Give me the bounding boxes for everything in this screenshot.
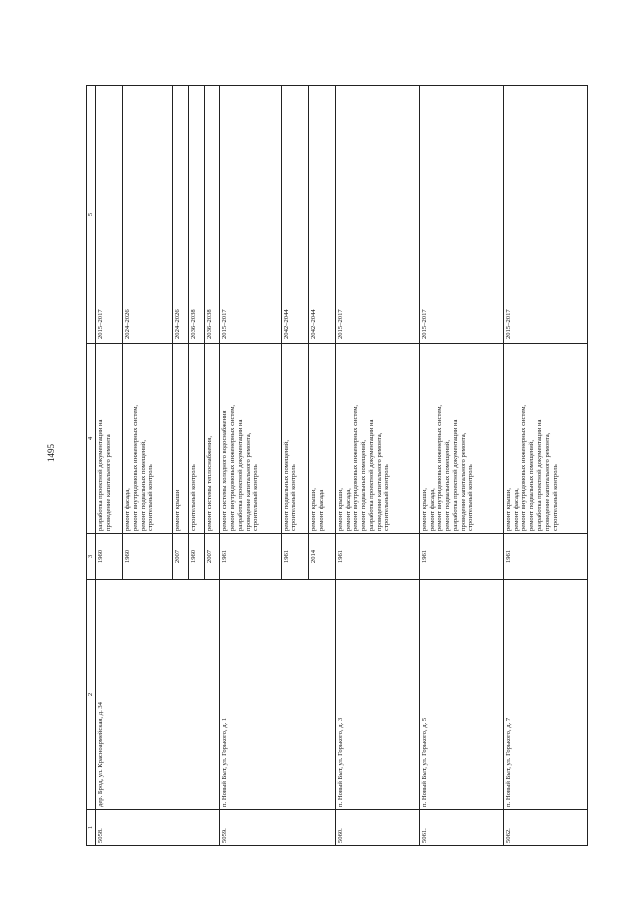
work-item: строительный контроль [252,464,260,531]
work-item: ремонт фасада, [512,488,520,531]
year-cell: 2007 [173,534,189,580]
table-row [220,86,281,846]
period-cell: 2036–2038 [188,86,204,344]
row-number: 5058. [96,810,220,846]
period-cell: 2042–2044 [308,86,335,344]
year-cell: 1960 [188,534,204,580]
page-number-text: 1495 [46,443,56,462]
table-row [503,86,587,846]
work-item: проведение капитального ремонта, [244,432,252,531]
work-item: разработка проектной документации на [236,419,244,531]
column-number-row [87,86,96,846]
address-cell: п. Новый Быт, ул. Горького, д. 1 [220,580,336,810]
works-cell [308,344,335,534]
year-cell: 2014 [308,534,335,580]
work-item: проведение капитального ремонта, [543,432,551,531]
work-item: ремонт подвальных помещений, [444,440,452,531]
year-cell: 1961 [419,534,503,580]
period-cell: 2036–2038 [204,86,220,344]
table-row [335,86,419,846]
period-cell: 2042–2044 [281,86,308,344]
table-row [419,86,503,846]
address-cell: п. Новый Быт, ул. Горького, д. 3 [335,580,419,810]
work-item: ремонт крыши, [336,488,344,531]
year-cell: 1961 [503,534,587,580]
work-item: разработка проектной документации на [97,419,104,531]
table-row [96,86,123,846]
work-item: ремонт фасада, [124,488,132,531]
period-cell: 2015–2017 [96,86,123,344]
work-item: ремонт подвальных помещений, [360,440,368,531]
year-cell: 1960 [123,534,173,580]
works-cell [188,344,204,534]
works-cell [503,344,587,534]
works-cell [96,344,123,534]
work-item: ремонт системы холодного водоснабжения [221,410,229,531]
work-item: проведение капитального ремонта [104,434,112,531]
work-item: ремонт крыши [174,489,182,531]
work-item: строительный контроль [383,464,391,531]
work-item: ремонт подвальных помещений, [528,440,536,531]
work-item: ремонт подвальных помещений, [139,440,147,531]
works-cell [204,344,220,534]
table-body [96,86,588,846]
work-item: ремонт фасада [317,489,325,531]
work-item: ремонт внутридомовых инженерных систем, [436,404,444,531]
works-cell [220,344,281,534]
column-header: 5 [87,86,96,344]
work-item: ремонт внутридомовых инженерных систем, [520,404,528,531]
work-item: разработка проектной документации на [367,419,375,531]
document-table-wrapper [86,86,588,846]
work-item: проведение капитального ремонта, [459,432,467,531]
works-cell [123,344,173,534]
work-item: проведение капитального ремонта, [375,432,383,531]
row-number: 5060. [335,810,419,846]
period-cell: 2024–2026 [173,86,189,344]
address-cell: п. Новый Быт, ул. Горького, д. 7 [503,580,587,810]
work-item: ремонт внутридомовых инженерных систем, [131,404,139,531]
period-cell: 2015–2017 [419,86,503,344]
work-item: ремонт системы теплоснабжения, [205,436,213,531]
work-item: строительный контроль [551,464,559,531]
work-item: строительный контроль [467,464,475,531]
works-cell [173,344,189,534]
capital-repair-table [86,85,588,846]
year-cell: 1961 [220,534,281,580]
row-number: 5062. [503,810,587,846]
address-cell: п. Новый Быт, ул. Горького, д. 5 [419,580,503,810]
period-cell: 2015–2017 [503,86,587,344]
work-item: ремонт внутридомовых инженерных систем, [352,404,360,531]
work-item: ремонт крыши, [420,488,428,531]
row-number: 5059. [220,810,336,846]
works-cell [419,344,503,534]
work-item: строительный контроль [147,464,155,531]
period-cell: 2015–2017 [335,86,419,344]
year-cell: 1961 [335,534,419,580]
period-cell: 2015–2017 [220,86,281,344]
page-number [40,0,62,905]
work-item: разработка проектной документации на [451,419,459,531]
year-cell: 2007 [204,534,220,580]
work-item: ремонт внутридомовых инженерных систем, [229,404,237,531]
work-item: строительный контроль [189,464,197,531]
works-cell [281,344,308,534]
column-header: 3 [87,534,96,580]
period-cell: 2024–2026 [123,86,173,344]
column-header: 4 [87,344,96,534]
address-cell: дер. Брод, ул. Красноармейская, д. 34 [96,580,220,810]
works-cell [335,344,419,534]
work-item: ремонт крыши, [309,488,317,531]
row-number: 5061. [419,810,503,846]
column-header: 1 [87,810,96,846]
work-item: ремонт крыши, [504,488,512,531]
work-item: ремонт фасада, [428,488,436,531]
work-item: строительный контроль [290,464,298,531]
year-cell: 1961 [281,534,308,580]
work-item: ремонт фасада, [344,488,352,531]
year-cell: 1960 [96,534,123,580]
column-header: 2 [87,580,96,810]
work-item: ремонт подвальных помещений, [282,440,290,531]
work-item: разработка проектной документации на [535,419,543,531]
